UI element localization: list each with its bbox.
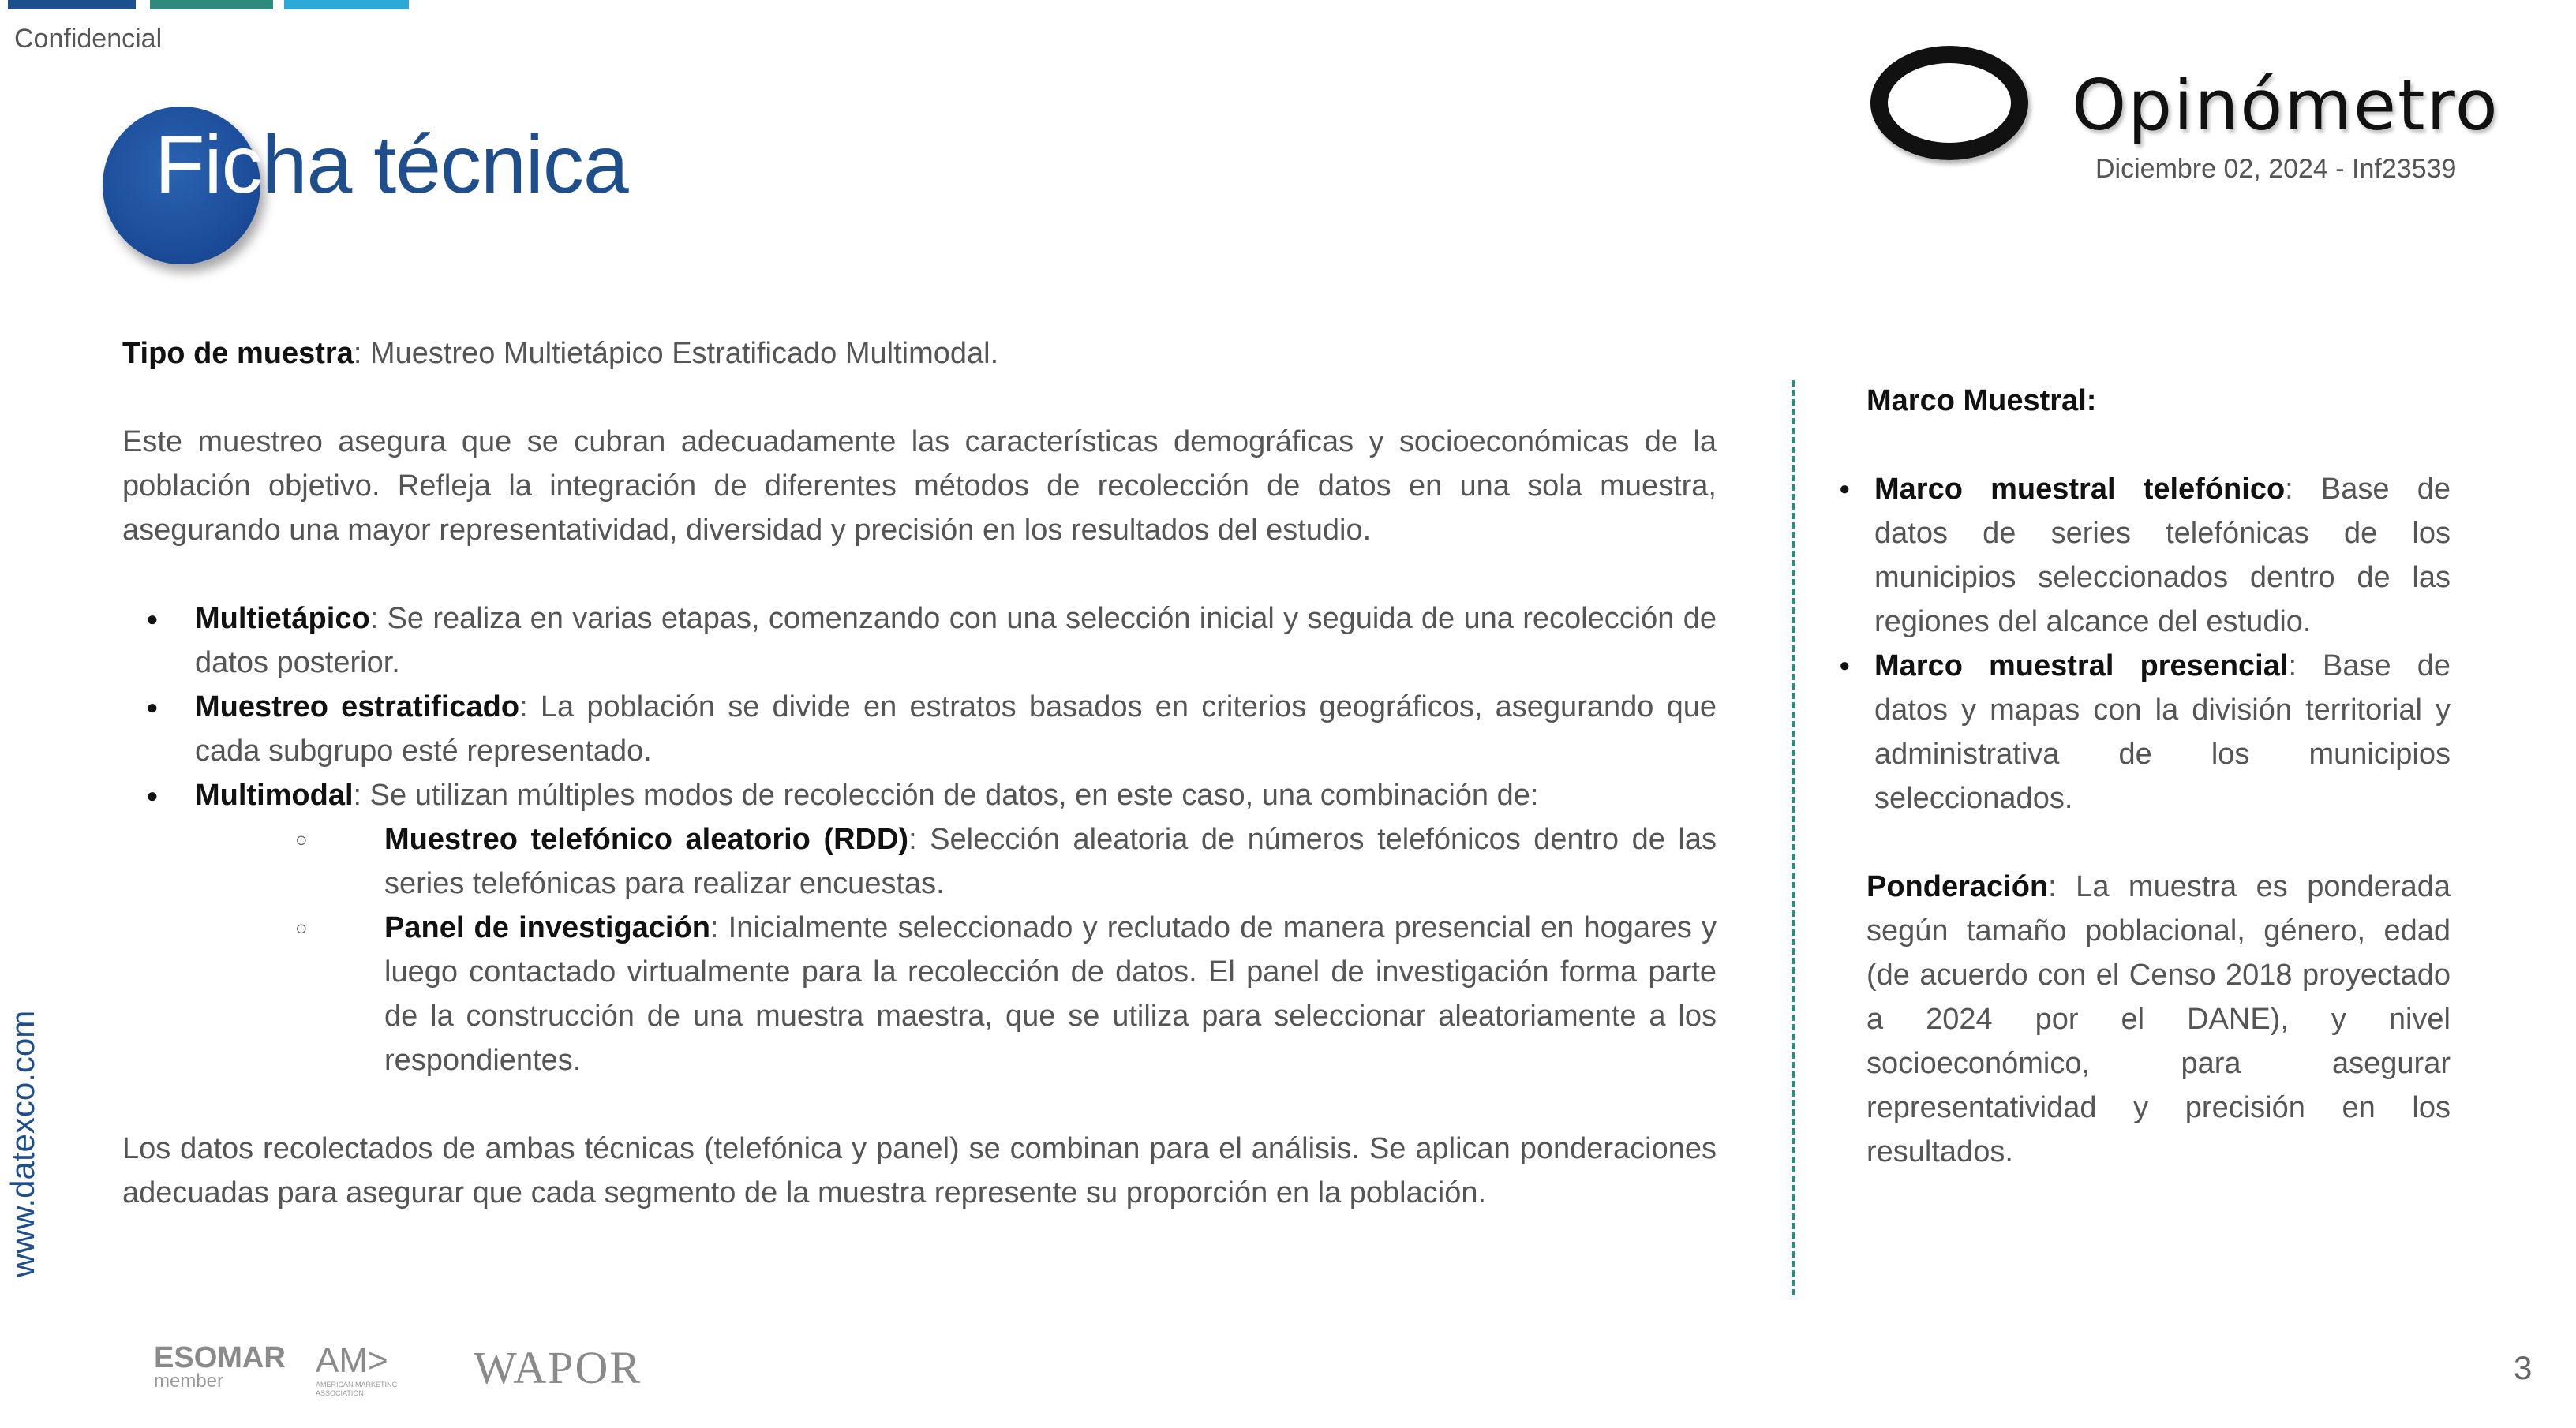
- list-item: [122, 685, 1717, 773]
- website-link[interactable]: www.datexco.com: [4, 1010, 41, 1278]
- esomar-member: member: [154, 1370, 224, 1392]
- top-accent-bar-blue: [8, 0, 136, 9]
- ama-mark: AM>: [316, 1341, 388, 1380]
- sub-list-item: [195, 817, 1717, 906]
- list-item-text: : Se utilizan múltiples modos de recolección de datos, en este caso, una combinación de:: [353, 779, 1539, 812]
- tipo-muestra-value: : Muestreo Multietápico Estratificado Multimodal.: [353, 337, 999, 370]
- column-divider: [1792, 380, 1795, 1295]
- list-item-term: Multimodal: [195, 779, 354, 812]
- sub-list-item-term: Panel de investigación: [384, 911, 710, 944]
- list-item: [122, 596, 1717, 685]
- sub-list-item-text: : Inicialmente seleccionado y reclutado de manera presencial en hogares y luego contactado virtualmente para la recolección de datos. El panel de investigación forma parte de la construcción de una muestra maestra, que se utiliza para seleccionar aleatoriamente a los respondientes.: [384, 911, 1717, 1077]
- closing-paragraph: Los datos recolectados de ambas técnicas (telefónica y panel) se combinan para el análisis. Se aplican ponderaciones adecuadas para asegurar que cada segmento de la muestra represente su proporción en la población.: [122, 1132, 1717, 1209]
- list-item-text: : La población se divide en estratos basados en criterios geográficos, asegurando que cada subgrupo esté representado.: [195, 690, 1717, 768]
- tipo-muestra: [122, 331, 1717, 376]
- page-title: [103, 99, 671, 272]
- ponderacion-text: : La muestra es ponderada según tamaño poblacional, género, edad (de acuerdo con el Censo 2018 proyectado a 2024 por el DANE), y nivel socioeconómico, para asegurar representatividad y precisión en los resultados.: [1866, 870, 2451, 1168]
- method-list: [122, 596, 1717, 1082]
- page-number: 3: [2514, 1349, 2533, 1386]
- title-part-white: Fic: [155, 119, 262, 211]
- list-item-term: Marco muestral telefónico: [1874, 473, 2286, 506]
- list-item-term: Marco muestral presencial: [1874, 649, 2289, 682]
- multimodal-sublist: [195, 817, 1717, 1082]
- ponderacion-term: Ponderación: [1866, 870, 2049, 903]
- sidebar-content: [1866, 379, 2451, 1174]
- top-accent-bar-sky: [284, 0, 409, 9]
- confidential-label: Confidencial: [14, 24, 163, 54]
- opinometro-logo-icon: [1870, 46, 2028, 160]
- report-date: Diciembre 02, 2024 - Inf23539: [2095, 154, 2457, 184]
- list-item-term: Muestreo estratificado: [195, 690, 520, 723]
- esomar-name: ESOMAR: [154, 1341, 286, 1374]
- intro-paragraph: Este muestreo asegura que se cubran adecuadamente las características demográficas y socioeconómicas de la población objetivo. Refleja la integración de diferentes métodos de recolección de datos en una sola muestra, asegurando una mayor representatividad, diversidad y precisión en los resultados del estudio.: [122, 425, 1717, 547]
- top-accent-bar-teal: [150, 0, 273, 9]
- marco-muestral-title: Marco Muestral:: [1866, 384, 2097, 417]
- tipo-muestra-label: Tipo de muestra: [122, 337, 354, 370]
- ama-subtitle: AMERICAN MARKETING ASSOCIATION: [316, 1381, 398, 1397]
- page-title-text: [155, 118, 628, 212]
- list-item-term: Multietápico: [195, 602, 370, 635]
- wapor-mark: WAPOR: [474, 1342, 642, 1393]
- ponderacion-paragraph: [1866, 865, 2451, 1174]
- list-item-text: : Se realiza en varias etapas, comenzando con una selección inicial y seguida de una recolección de datos posterior.: [195, 602, 1717, 679]
- main-content: [122, 331, 1717, 1215]
- sub-list-item: [195, 906, 1717, 1082]
- marco-muestral-list: [1866, 467, 2451, 821]
- sub-list-item-term: Muestreo telefónico aleatorio (RDD): [384, 823, 909, 856]
- wapor-logo: [474, 1341, 642, 1394]
- list-item-text: : Base de datos de series telefónicas de los municipios seleccionados dentro de las regiones del alcance del estudio.: [1874, 473, 2451, 638]
- sub-list-item-text: : Selección aleatoria de números telefónicos dentro de las series telefónicas para realizar encuestas.: [384, 823, 1717, 900]
- esomar-logo: [154, 1341, 286, 1392]
- brand-name: Opinómetro: [2072, 65, 2499, 146]
- list-item: [122, 773, 1717, 1082]
- list-item-text: : Base de datos y mapas con la división territorial y administrativa de los municipios seleccionados.: [1874, 649, 2451, 815]
- list-item: [1866, 467, 2451, 644]
- ama-logo: [316, 1341, 442, 1398]
- title-part-blue: ha técnica: [261, 119, 628, 211]
- list-item: [1866, 644, 2451, 821]
